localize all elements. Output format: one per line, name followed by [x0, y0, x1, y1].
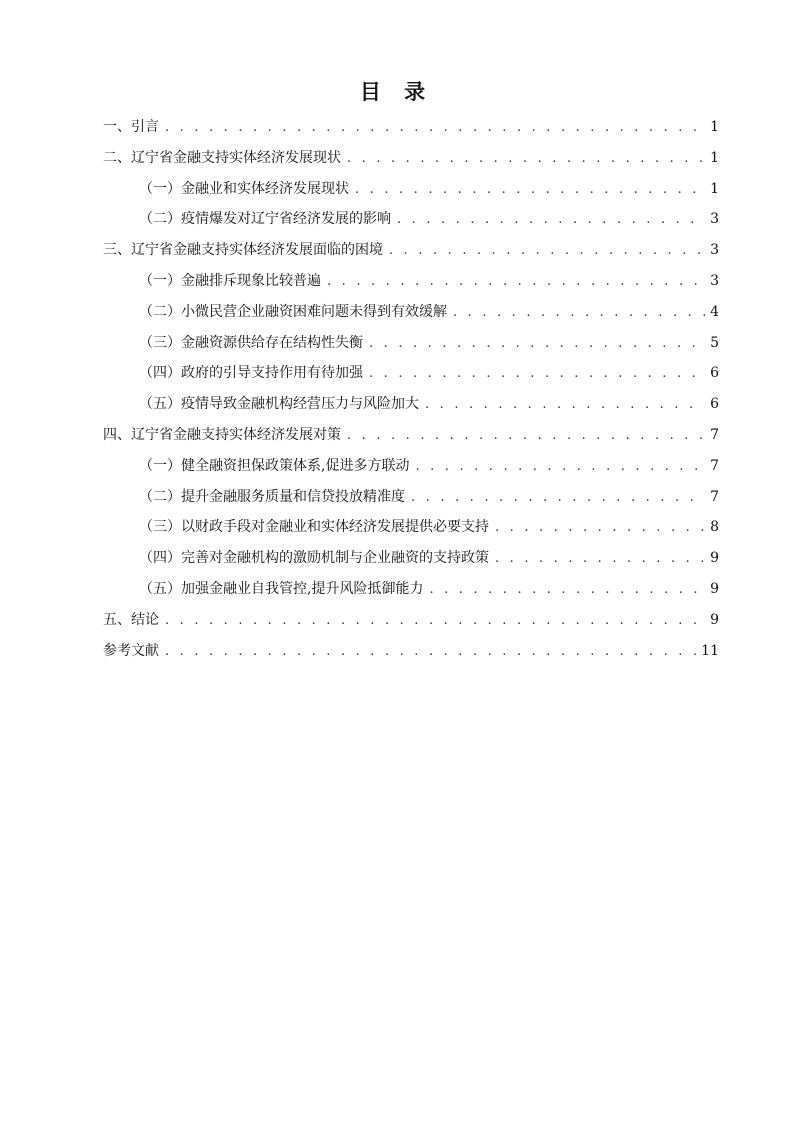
toc-leader-dots [355, 175, 705, 206]
toc-entry-label: （二）提升金融服务质量和信贷投放精准度 [139, 488, 405, 505]
toc-leader-dots [369, 329, 705, 360]
toc-page-number: 9 [710, 550, 719, 567]
toc-entry-label: 一、引言 [103, 119, 159, 135]
toc-page-number: 3 [710, 211, 719, 228]
toc-page-number: 1 [710, 180, 719, 197]
toc-entry-label: （二）小微民营企业融资困难问题未得到有效缓解 [139, 303, 447, 320]
toc-leader-dots [429, 575, 705, 606]
toc-page-number: 5 [710, 334, 719, 351]
toc-entry[interactable] [103, 266, 719, 297]
toc-page-number: 3 [710, 242, 719, 259]
toc-page-number: 1 [710, 119, 719, 135]
toc-entry-label: 三、辽宁省金融支持实体经济发展面临的困境 [103, 242, 383, 259]
toc-leader-dots [415, 452, 705, 483]
toc-entry-label: （五）加强金融业自我管控,提升风险抵御能力 [139, 580, 424, 597]
toc-entry[interactable] [103, 605, 719, 636]
toc-leader-dots [369, 359, 705, 390]
toc-entry[interactable] [103, 451, 719, 482]
toc-entry[interactable] [103, 358, 719, 389]
toc-page-number: 6 [710, 396, 719, 413]
toc-entry-label: （三）以财政手段对金融业和实体经济发展提供必要支持 [139, 519, 489, 536]
toc-entry[interactable] [103, 174, 719, 205]
toc-entry-label: 二、辽宁省金融支持实体经济发展现状 [103, 149, 341, 166]
toc-entry[interactable] [103, 297, 719, 328]
toc-leader-dots [389, 236, 705, 267]
toc-entry-label: （三）金融资源供给存在结构性失衡 [139, 334, 363, 351]
toc-entry-label: 四、辽宁省金融支持实体经济发展对策 [103, 426, 341, 443]
toc-leader-dots [453, 298, 705, 329]
toc-entry[interactable] [103, 389, 719, 420]
toc-entry[interactable] [103, 512, 719, 543]
toc-entry-label: （四）政府的引导支持作用有待加强 [139, 365, 363, 382]
toc-page-number: 7 [710, 488, 719, 505]
toc-page-number: 7 [710, 426, 719, 443]
toc-leader-dots [397, 205, 705, 236]
toc-leader-dots [495, 544, 705, 575]
toc-entry[interactable] [103, 574, 719, 605]
toc-leader-dots [411, 483, 705, 514]
toc-leader-dots [425, 390, 705, 421]
toc-leader-dots [347, 421, 705, 452]
toc-entry-label: （一）健全融资担保政策体系,促进多方联动 [139, 457, 410, 474]
toc-entry[interactable] [103, 482, 719, 513]
toc-leader-dots [165, 606, 705, 637]
toc-entry[interactable] [103, 143, 719, 174]
toc-list [103, 112, 719, 666]
toc-entry-label: （五）疫情导致金融机构经营压力与风险加大 [139, 396, 419, 413]
toc-entry-label: 五、结论 [103, 611, 159, 628]
toc-entry[interactable] [103, 328, 719, 359]
toc-entry-label: 参考文献 [103, 642, 159, 659]
toc-page-number: 4 [710, 303, 719, 320]
toc-leader-dots [165, 113, 705, 144]
toc-entry[interactable] [103, 543, 719, 574]
toc-page-number: 6 [710, 365, 719, 382]
toc-page-number: 1 [710, 149, 719, 166]
toc-leader-dots [495, 513, 705, 544]
toc-page-number: 3 [710, 272, 719, 289]
toc-entry[interactable] [103, 204, 719, 235]
toc-page-number: 8 [710, 519, 719, 536]
toc-title: 目 录 [359, 79, 434, 104]
toc-page-number: 9 [710, 580, 719, 597]
toc-entry[interactable] [103, 420, 719, 451]
toc-leader-dots [165, 637, 697, 668]
toc-entry-label: （四）完善对金融机构的激励机制与企业融资的支持政策 [139, 550, 489, 567]
toc-leader-dots [347, 144, 705, 175]
toc-page-number: 7 [710, 457, 719, 474]
toc-leader-dots [327, 267, 705, 298]
toc-entry-label: （二）疫情爆发对辽宁省经济发展的影响 [139, 211, 391, 228]
toc-entry[interactable] [103, 636, 719, 667]
toc-page-number: 9 [710, 611, 719, 628]
toc-entry[interactable] [103, 112, 719, 143]
toc-entry-label: （一）金融排斥现象比较普遍 [139, 272, 321, 289]
toc-entry[interactable] [103, 235, 719, 266]
toc-entry-label: （一）金融业和实体经济发展现状 [139, 180, 349, 197]
toc-page-number: 11 [701, 642, 719, 659]
